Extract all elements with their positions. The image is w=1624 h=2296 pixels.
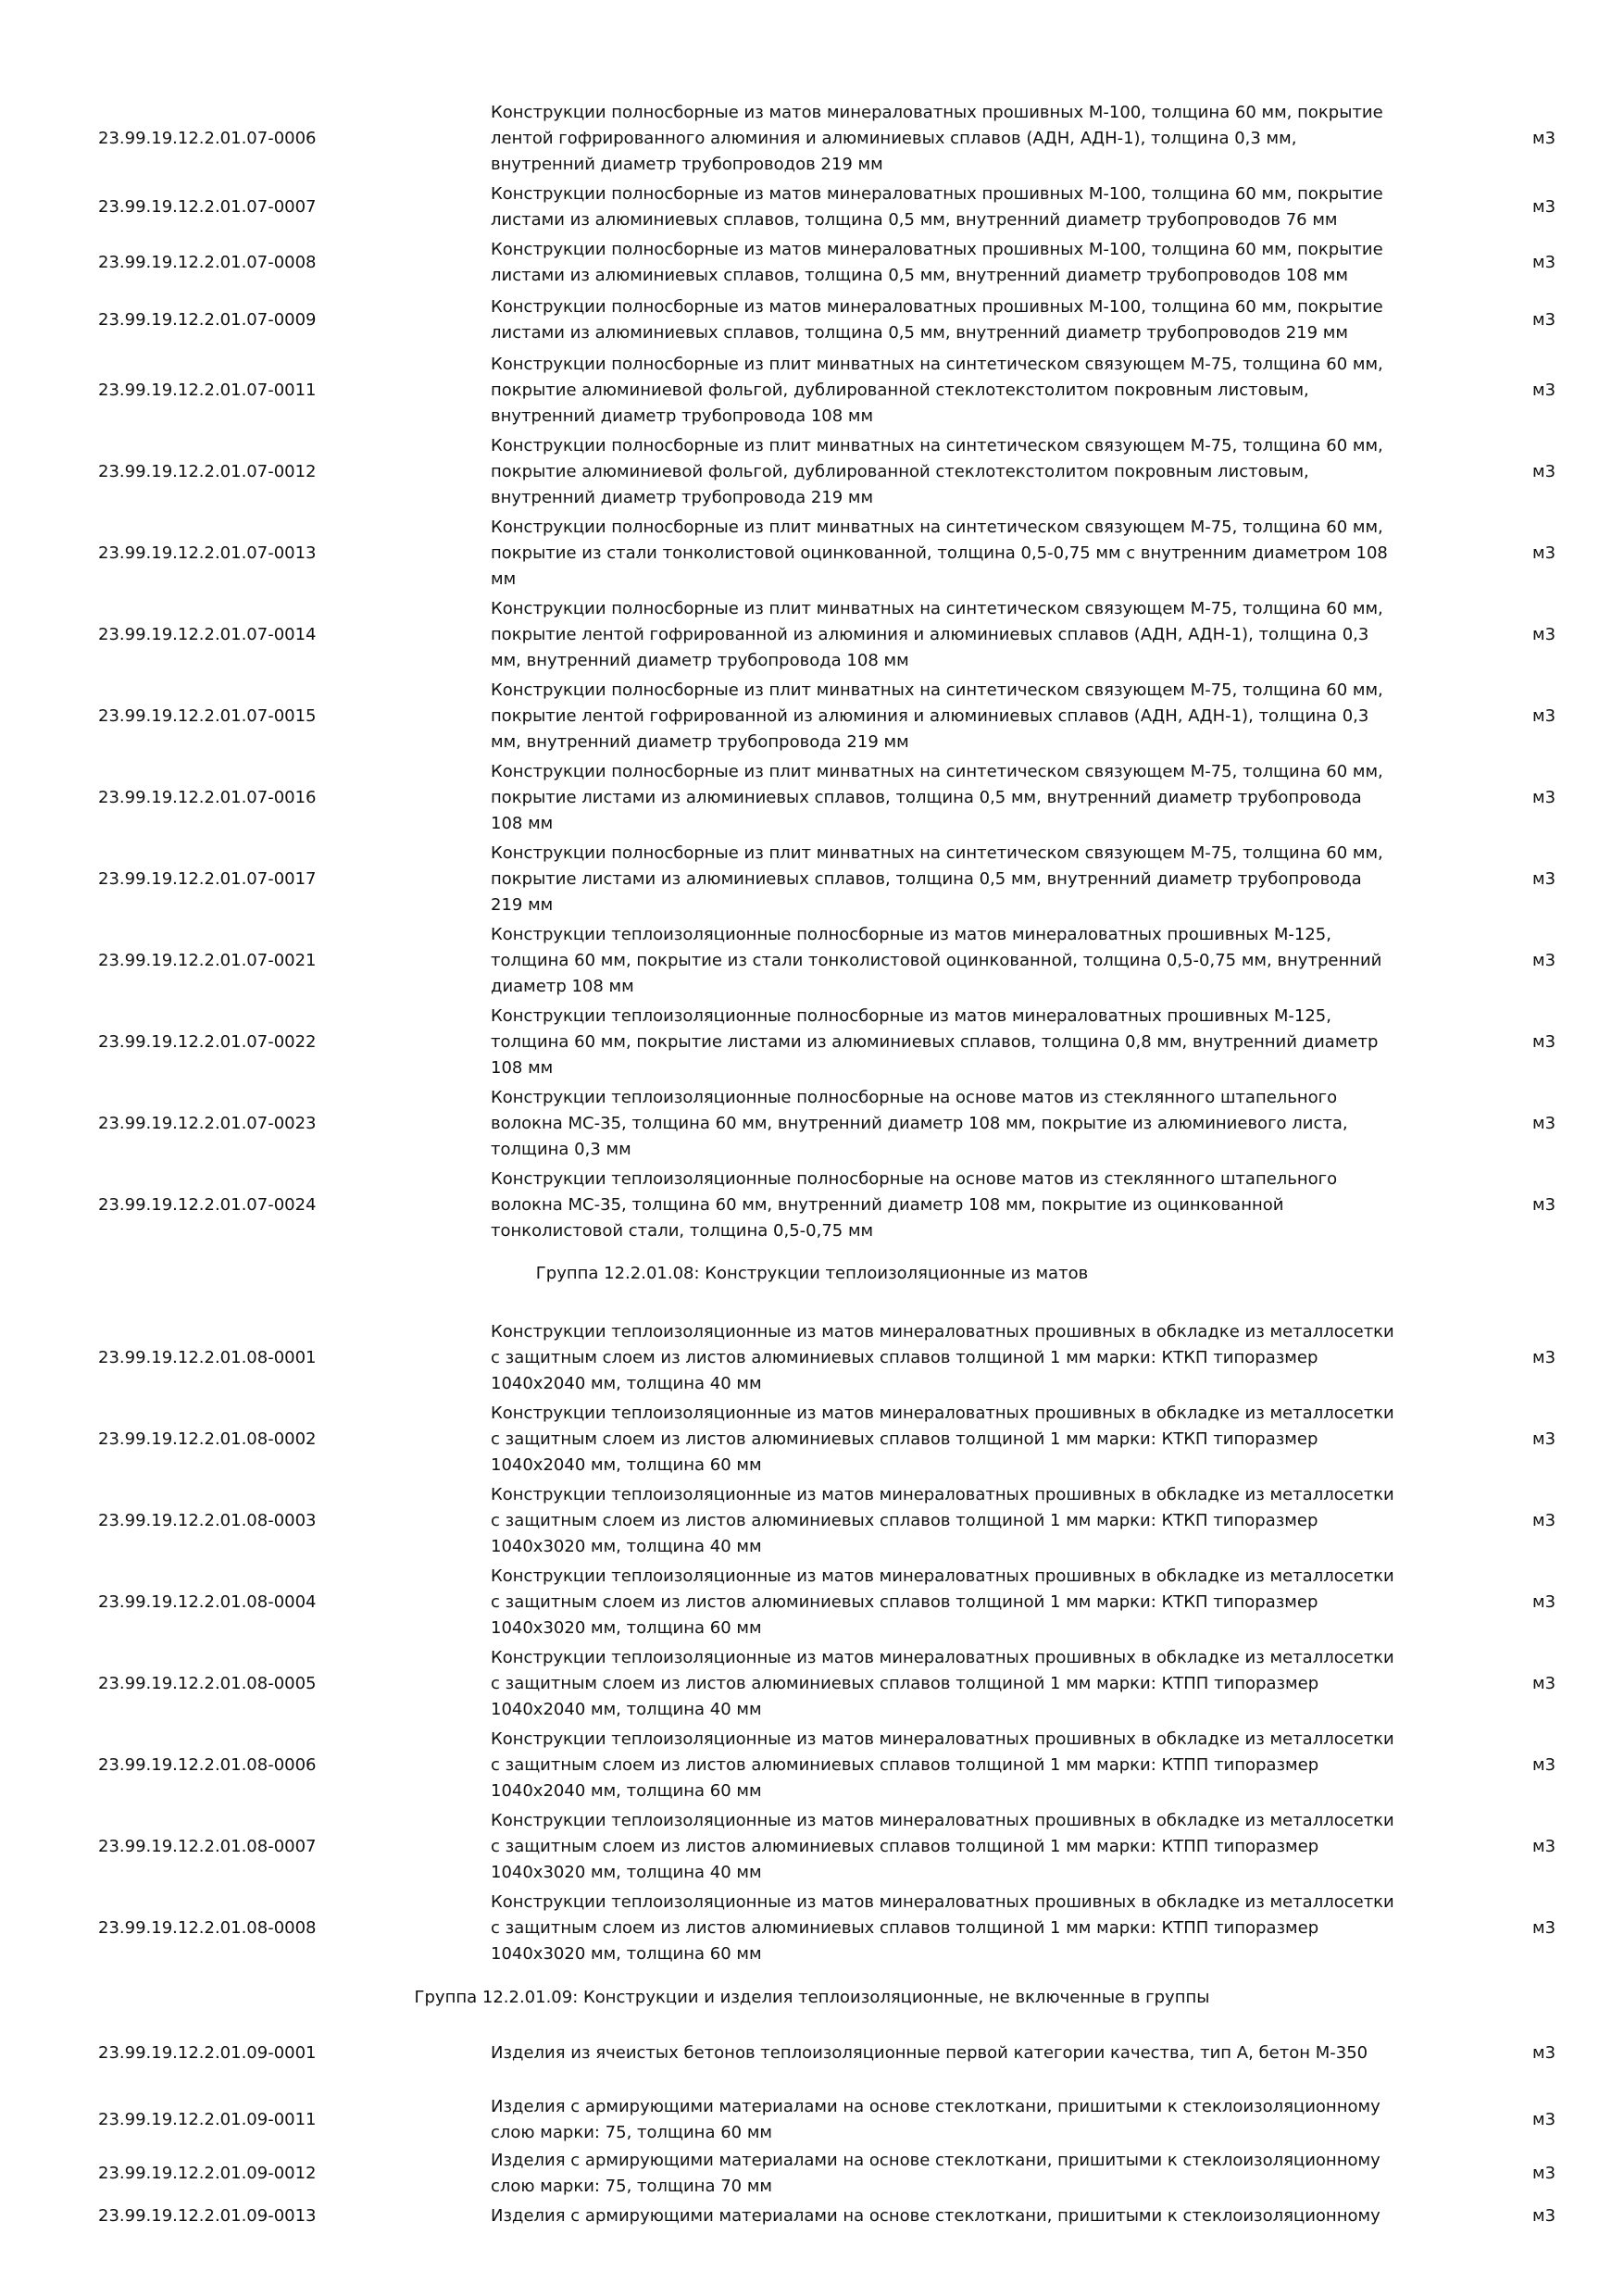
table-row xyxy=(0,1482,1624,1560)
unit-of-measure: м3 xyxy=(1532,706,1556,726)
resource-description xyxy=(491,596,1454,674)
description-line: с защитным слоем из листов алюминиевых сплавов толщиной 1 мм марки: КТКП типоразмер xyxy=(491,1429,1318,1449)
description-line: Конструкции теплоизоляционные полносборные на основе матов из стеклянного штапельного xyxy=(491,1169,1338,1189)
resource-description xyxy=(491,181,1454,233)
description-line: с защитным слоем из листов алюминиевых сплавов толщиной 1 мм марки: КТПП типоразмер xyxy=(491,1837,1319,1856)
resource-description xyxy=(491,237,1454,289)
resource-description xyxy=(491,759,1454,837)
resource-description xyxy=(491,1564,1454,1641)
description-line: 1040х2040 мм, толщина 40 мм xyxy=(491,1374,762,1393)
description-line: Конструкции полносборные из матов минераловатных прошивных М-100, толщина 60 мм, покрытие xyxy=(491,184,1383,204)
table-row xyxy=(0,2148,1624,2200)
description-line: покрытие листами из алюминиевых сплавов, толщина 0,5 мм, внутренний диаметр трубопровода xyxy=(491,869,1362,889)
unit-of-measure: м3 xyxy=(1532,625,1556,644)
resource-description xyxy=(491,100,1454,178)
resource-code: 23.99.19.12.2.01.08-0005 xyxy=(98,1674,317,1693)
resource-description xyxy=(491,2094,1454,2146)
description-line: внутренний диаметр трубопровода 108 мм xyxy=(491,406,874,426)
description-line: толщина 0,3 мм xyxy=(491,1140,631,1159)
unit-of-measure: м3 xyxy=(1532,788,1556,807)
resource-code: 23.99.19.12.2.01.09-0011 xyxy=(98,2110,317,2129)
unit-of-measure: м3 xyxy=(1532,951,1556,970)
unit-of-measure: м3 xyxy=(1532,1511,1556,1530)
resource-description xyxy=(491,2203,1454,2229)
description-line: 1040х2040 мм, толщина 40 мм xyxy=(491,1700,762,1719)
resource-description xyxy=(491,1167,1454,1244)
description-line: Конструкции полносборные из матов минераловатных прошивных М-100, толщина 60 мм, покрытие xyxy=(491,240,1383,259)
resource-code: 23.99.19.12.2.01.09-0001 xyxy=(98,2043,317,2063)
description-line: листами из алюминиевых сплавов, толщина 0,5 мм, внутренний диаметр трубопроводов 219 мм xyxy=(491,323,1348,343)
resource-code: 23.99.19.12.2.01.07-0008 xyxy=(98,253,317,272)
resource-code: 23.99.19.12.2.01.07-0015 xyxy=(98,706,317,726)
unit-of-measure: м3 xyxy=(1532,2043,1556,2063)
resource-code: 23.99.19.12.2.01.08-0003 xyxy=(98,1511,317,1530)
unit-of-measure: м3 xyxy=(1532,1032,1556,1052)
resource-code: 23.99.19.12.2.01.09-0012 xyxy=(98,2164,317,2183)
description-line: мм, внутренний диаметр трубопровода 219 мм xyxy=(491,732,909,752)
description-line: Конструкции полносборные из плит минватных на синтетическом связующем М-75, толщина 60 мм, xyxy=(491,518,1383,537)
table-row xyxy=(0,759,1624,837)
resource-code: 23.99.19.12.2.01.07-0007 xyxy=(98,197,317,217)
table-row xyxy=(0,2094,1624,2146)
description-line: Конструкции теплоизоляционные из матов минераловатных прошивных в обкладке из металлосетки xyxy=(491,1729,1394,1749)
resource-code: 23.99.19.12.2.01.07-0021 xyxy=(98,951,317,970)
table-row xyxy=(0,515,1624,593)
table-row xyxy=(0,2203,1624,2229)
unit-of-measure: м3 xyxy=(1532,310,1556,330)
description-line: покрытие из стали тонколистовой оцинкованной, толщина 0,5-0,75 мм с внутренним диаметром 108 xyxy=(491,543,1388,563)
description-line: с защитным слоем из листов алюминиевых сплавов толщиной 1 мм марки: КТКП типоразмер xyxy=(491,1592,1318,1612)
description-line: Конструкции теплоизоляционные из матов минераловатных прошивных в обкладке из металлосетки xyxy=(491,1404,1394,1423)
unit-of-measure: м3 xyxy=(1532,1195,1556,1215)
resource-description xyxy=(491,1808,1454,1886)
table-row xyxy=(0,1319,1624,1397)
unit-of-measure: м3 xyxy=(1532,1837,1556,1856)
description-line: Конструкции теплоизоляционные полносборные на основе матов из стеклянного штапельного xyxy=(491,1088,1338,1107)
description-line: Конструкции полносборные из плит минватных на синтетическом связующем М-75, толщина 60 мм, xyxy=(491,843,1383,863)
table-row xyxy=(0,100,1624,178)
description-line: листами из алюминиевых сплавов, толщина 0,5 мм, внутренний диаметр трубопроводов 108 мм xyxy=(491,266,1348,285)
table-row xyxy=(0,841,1624,918)
description-line: 219 мм xyxy=(491,895,554,915)
description-line: 1040х3020 мм, толщина 40 мм xyxy=(491,1537,762,1556)
description-line: с защитным слоем из листов алюминиевых сплавов толщиной 1 мм марки: КТПП типоразмер xyxy=(491,1918,1319,1938)
description-line: Изделия с армирующими материалами на основе стеклоткани, пришитыми к стеклоизоляционному xyxy=(491,2097,1380,2116)
description-line: толщина 60 мм, покрытие листами из алюминиевых сплавов, толщина 0,8 мм, внутренний диаметр xyxy=(491,1032,1379,1052)
resource-code: 23.99.19.12.2.01.08-0004 xyxy=(98,1592,317,1612)
description-line: покрытие лентой гофрированной из алюминия и алюминиевых сплавов (АДН, АДН-1), толщина 0,3 xyxy=(491,706,1369,726)
resource-code: 23.99.19.12.2.01.08-0001 xyxy=(98,1348,317,1367)
resource-code: 23.99.19.12.2.01.07-0013 xyxy=(98,543,317,563)
description-line: Конструкции теплоизоляционные из матов минераловатных прошивных в обкладке из металлосетки xyxy=(491,1648,1394,1667)
description-line: Конструкции полносборные из матов минераловатных прошивных М-100, толщина 60 мм, покрытие xyxy=(491,297,1383,317)
unit-of-measure: м3 xyxy=(1532,2110,1556,2129)
description-line: Конструкции теплоизоляционные из матов минераловатных прошивных в обкладке из металлосетки xyxy=(491,1566,1394,1586)
description-line: 1040х3020 мм, толщина 40 мм xyxy=(491,1863,762,1882)
resource-description xyxy=(491,515,1454,593)
group-heading: Группа 12.2.01.09: Конструкции и изделия теплоизоляционные, не включенные в группы xyxy=(414,1988,1210,2007)
table-row xyxy=(0,237,1624,289)
resource-description xyxy=(491,2148,1454,2200)
description-line: Конструкции теплоизоляционные из матов минераловатных прошивных в обкладке из металлосетки xyxy=(491,1322,1394,1341)
description-line: с защитным слоем из листов алюминиевых сплавов толщиной 1 мм марки: КТПП типоразмер xyxy=(491,1755,1319,1775)
resource-description xyxy=(491,1004,1454,1081)
description-line: покрытие лентой гофрированной из алюминия и алюминиевых сплавов (АДН, АДН-1), толщина 0,3 xyxy=(491,625,1369,644)
resource-code: 23.99.19.12.2.01.07-0016 xyxy=(98,788,317,807)
description-line: с защитным слоем из листов алюминиевых сплавов толщиной 1 мм марки: КТПП типоразмер xyxy=(491,1674,1319,1693)
resource-code: 23.99.19.12.2.01.07-0024 xyxy=(98,1195,317,1215)
unit-of-measure: м3 xyxy=(1532,1918,1556,1938)
table-row xyxy=(0,922,1624,1000)
description-line: 1040х3020 мм, толщина 60 мм xyxy=(491,1944,762,1964)
description-line: Конструкции полносборные из матов минераловатных прошивных М-100, толщина 60 мм, покрытие xyxy=(491,103,1383,122)
resource-description xyxy=(491,294,1454,346)
unit-of-measure: м3 xyxy=(1532,1674,1556,1693)
unit-of-measure: м3 xyxy=(1532,1592,1556,1612)
description-line: лентой гофрированного алюминия и алюминиевых сплавов (АДН, АДН-1), толщина 0,3 мм, xyxy=(491,129,1297,148)
description-line: Изделия из ячеистых бетонов теплоизоляционные первой категории качества, тип А, бетон М-350 xyxy=(491,2043,1368,2063)
resource-code: 23.99.19.12.2.01.07-0023 xyxy=(98,1114,317,1133)
description-line: Конструкции теплоизоляционные из матов минераловатных прошивных в обкладке из металлосетки xyxy=(491,1811,1394,1830)
description-line: 1040х3020 мм, толщина 60 мм xyxy=(491,1618,762,1638)
description-line: мм, внутренний диаметр трубопровода 108 мм xyxy=(491,651,909,670)
resource-description xyxy=(491,841,1454,918)
description-line: тонколистовой стали, толщина 0,5-0,75 мм xyxy=(491,1221,874,1241)
resource-description xyxy=(491,433,1454,511)
unit-of-measure: м3 xyxy=(1532,543,1556,563)
table-row xyxy=(0,1004,1624,1081)
description-line: слою марки: 75, толщина 60 мм xyxy=(491,2123,772,2142)
description-line: листами из алюминиевых сплавов, толщина 0,5 мм, внутренний диаметр трубопроводов 76 мм xyxy=(491,210,1338,230)
unit-of-measure: м3 xyxy=(1532,2164,1556,2183)
resource-code: 23.99.19.12.2.01.07-0022 xyxy=(98,1032,317,1052)
resource-code: 23.99.19.12.2.01.08-0008 xyxy=(98,1918,317,1938)
description-line: Конструкции полносборные из плит минватных на синтетическом связующем М-75, толщина 60 мм, xyxy=(491,355,1383,374)
description-line: внутренний диаметр трубопроводов 219 мм xyxy=(491,155,883,174)
description-line: с защитным слоем из листов алюминиевых сплавов толщиной 1 мм марки: КТКП типоразмер xyxy=(491,1511,1318,1530)
resource-code: 23.99.19.12.2.01.07-0006 xyxy=(98,129,317,148)
resource-code: 23.99.19.12.2.01.08-0007 xyxy=(98,1837,317,1856)
description-line: диаметр 108 мм xyxy=(491,977,634,996)
resource-code: 23.99.19.12.2.01.09-0013 xyxy=(98,2206,317,2226)
resource-description xyxy=(491,1890,1454,1967)
resource-description xyxy=(491,1401,1454,1479)
description-line: Конструкции полносборные из плит минватных на синтетическом связующем М-75, толщина 60 мм, xyxy=(491,762,1383,781)
resource-description xyxy=(491,1727,1454,1804)
resource-code: 23.99.19.12.2.01.07-0009 xyxy=(98,310,317,330)
resource-code: 23.99.19.12.2.01.08-0002 xyxy=(98,1429,317,1449)
description-line: волокна МС-35, толщина 60 мм, внутренний диаметр 108 мм, покрытие из алюминиевого листа, xyxy=(491,1114,1348,1133)
description-line: Конструкции полносборные из плит минватных на синтетическом связующем М-75, толщина 60 мм, xyxy=(491,436,1383,455)
unit-of-measure: м3 xyxy=(1532,869,1556,889)
description-line: с защитным слоем из листов алюминиевых сплавов толщиной 1 мм марки: КТКП типоразмер xyxy=(491,1348,1318,1367)
unit-of-measure: м3 xyxy=(1532,1755,1556,1775)
table-row xyxy=(0,181,1624,233)
resource-code: 23.99.19.12.2.01.07-0017 xyxy=(98,869,317,889)
resource-description xyxy=(491,352,1454,430)
description-line: внутренний диаметр трубопровода 219 мм xyxy=(491,488,874,507)
description-line: 1040х2040 мм, толщина 60 мм xyxy=(491,1455,762,1475)
unit-of-measure: м3 xyxy=(1532,2206,1556,2226)
resource-description xyxy=(491,1482,1454,1560)
description-line: Конструкции теплоизоляционные полносборные из матов минераловатных прошивных М-125, xyxy=(491,1006,1331,1026)
unit-of-measure: м3 xyxy=(1532,197,1556,217)
unit-of-measure: м3 xyxy=(1532,1429,1556,1449)
description-line: 1040х2040 мм, толщина 60 мм xyxy=(491,1781,762,1801)
description-line: Изделия с армирующими материалами на основе стеклоткани, пришитыми к стеклоизоляционному xyxy=(491,2206,1380,2226)
table-row xyxy=(0,2040,1624,2066)
table-row xyxy=(0,294,1624,346)
description-line: Конструкции теплоизоляционные из матов минераловатных прошивных в обкладке из металлосетки xyxy=(491,1485,1394,1504)
resource-description xyxy=(491,1319,1454,1397)
resource-description xyxy=(491,678,1454,755)
resource-code: 23.99.19.12.2.01.08-0006 xyxy=(98,1755,317,1775)
table-row xyxy=(0,678,1624,755)
table-row xyxy=(0,433,1624,511)
unit-of-measure: м3 xyxy=(1532,381,1556,400)
table-row xyxy=(0,1085,1624,1163)
table-row xyxy=(0,1727,1624,1804)
description-line: мм xyxy=(491,569,517,589)
unit-of-measure: м3 xyxy=(1532,129,1556,148)
table-row xyxy=(0,1808,1624,1886)
resource-description xyxy=(491,1645,1454,1723)
resource-code: 23.99.19.12.2.01.07-0014 xyxy=(98,625,317,644)
group-heading: Группа 12.2.01.08: Конструкции теплоизоляционные из матов xyxy=(535,1264,1089,1283)
description-line: покрытие листами из алюминиевых сплавов, толщина 0,5 мм, внутренний диаметр трубопровода xyxy=(491,788,1362,807)
unit-of-measure: м3 xyxy=(1532,1114,1556,1133)
description-line: покрытие алюминиевой фольгой, дублированной стеклотекстолитом покровным листовым, xyxy=(491,462,1309,481)
table-row xyxy=(0,1401,1624,1479)
description-line: волокна МС-35, толщина 60 мм, внутренний диаметр 108 мм, покрытие из оцинкованной xyxy=(491,1195,1284,1215)
table-row xyxy=(0,596,1624,674)
description-line: 108 мм xyxy=(491,1058,554,1078)
description-line: Конструкции теплоизоляционные из матов минераловатных прошивных в обкладке из металлосетки xyxy=(491,1892,1394,1912)
resource-code: 23.99.19.12.2.01.07-0011 xyxy=(98,381,317,400)
table-row xyxy=(0,1645,1624,1723)
description-line: слою марки: 75, толщина 70 мм xyxy=(491,2177,772,2196)
description-line: 108 мм xyxy=(491,814,554,833)
unit-of-measure: м3 xyxy=(1532,462,1556,481)
unit-of-measure: м3 xyxy=(1532,1348,1556,1367)
description-line: Конструкции теплоизоляционные полносборные из матов минераловатных прошивных М-125, xyxy=(491,925,1331,944)
resource-description xyxy=(491,922,1454,1000)
description-line: покрытие алюминиевой фольгой, дублированной стеклотекстолитом покровным листовым, xyxy=(491,381,1309,400)
table-row xyxy=(0,1890,1624,1967)
description-line: Конструкции полносборные из плит минватных на синтетическом связующем М-75, толщина 60 мм, xyxy=(491,599,1383,618)
description-line: толщина 60 мм, покрытие из стали тонколистовой оцинкованной, толщина 0,5-0,75 мм, внутренний xyxy=(491,951,1382,970)
table-row xyxy=(0,1564,1624,1641)
resource-description xyxy=(491,1085,1454,1163)
table-row xyxy=(0,352,1624,430)
unit-of-measure: м3 xyxy=(1532,253,1556,272)
description-line: Конструкции полносборные из плит минватных на синтетическом связующем М-75, толщина 60 мм, xyxy=(491,680,1383,700)
resource-code: 23.99.19.12.2.01.07-0012 xyxy=(98,462,317,481)
resource-description xyxy=(491,2040,1454,2066)
description-line: Изделия с армирующими материалами на основе стеклоткани, пришитыми к стеклоизоляционному xyxy=(491,2151,1380,2170)
table-row xyxy=(0,1167,1624,1244)
